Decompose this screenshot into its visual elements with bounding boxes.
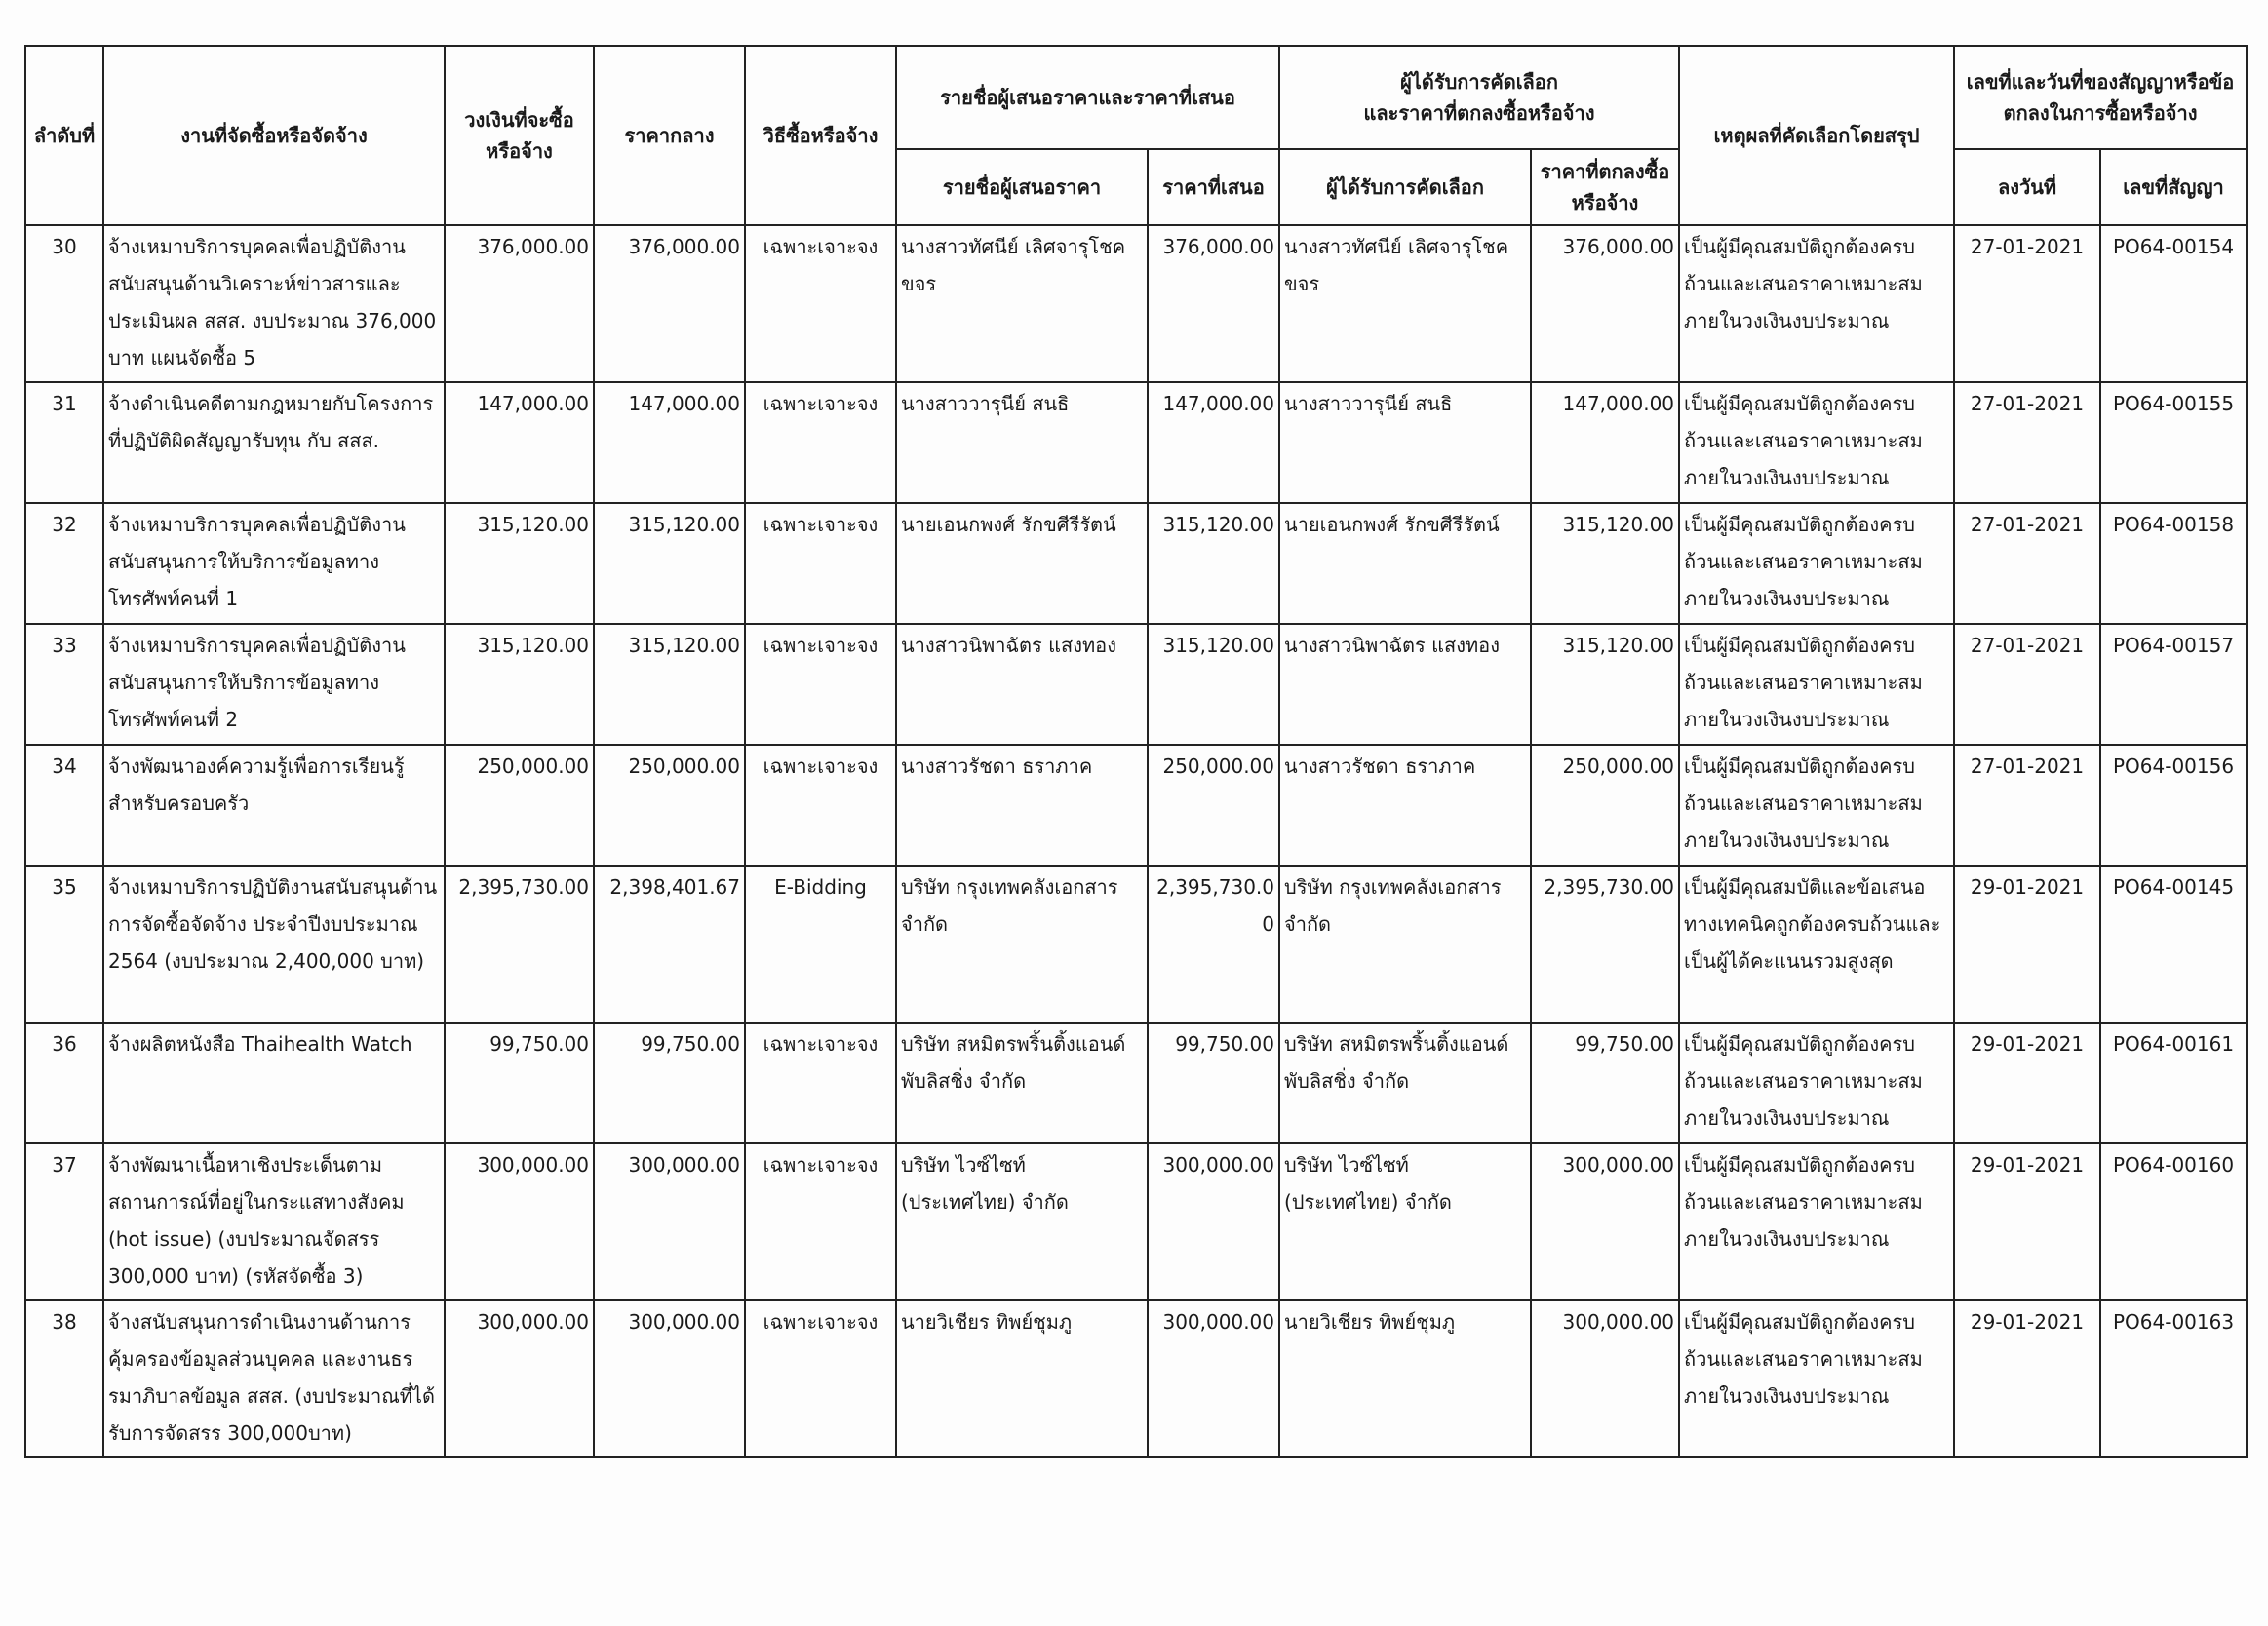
budget-cell: 315,120.00: [445, 503, 594, 624]
contract-no-cell: PO64-00163: [2100, 1300, 2247, 1457]
median-price-cell: 250,000.00: [594, 745, 745, 866]
median-price-cell: 315,120.00: [594, 503, 745, 624]
work-description: จ้างผลิตหนังสือ Thaihealth Watch: [103, 1023, 445, 1143]
agreed-price-cell: 300,000.00: [1531, 1143, 1679, 1300]
table-row: [25, 382, 2247, 503]
table-row: [25, 1300, 2247, 1457]
contract-no-cell: PO64-00145: [2100, 866, 2247, 1023]
header-selected-group-line2: และราคาที่ตกลงซื้อหรือจ้าง: [1363, 101, 1595, 125]
budget-cell: 315,120.00: [445, 624, 594, 745]
header-contract-no: เลขที่สัญญา: [2100, 149, 2247, 225]
median-price-cell: 99,750.00: [594, 1023, 745, 1143]
row-number: 33: [25, 624, 103, 745]
budget-cell: 250,000.00: [445, 745, 594, 866]
median-price-cell: 147,000.00: [594, 382, 745, 503]
table-row: [25, 866, 2247, 1023]
selected-name-cell: นางสาวรัชดา ธราภาค: [1279, 745, 1531, 866]
agreed-price-cell: 315,120.00: [1531, 624, 1679, 745]
bidder-name-cell: นายเอนกพงศ์ รักขศีรีรัตน์: [896, 503, 1148, 624]
header-bid-price: ราคาที่เสนอ: [1148, 149, 1279, 225]
median-price-cell: 300,000.00: [594, 1143, 745, 1300]
work-description: จ้างเหมาบริการบุคคลเพื่อปฏิบัติงานสนับสนุนด้านวิเคราะห์ข่าวสารและประเมินผล สสส. งบประมาณ 376,000 บาท แผนจัดซื้อ 5: [103, 225, 445, 382]
budget-cell: 2,395,730.00: [445, 866, 594, 1023]
selected-name-cell: บริษัท ไวซ์ไซท์ (ประเทศไทย) จำกัด: [1279, 1143, 1531, 1300]
agreed-price-cell: 315,120.00: [1531, 503, 1679, 624]
bidder-name-cell: นางสาวทัศนีย์ เลิศจารุโชคขจร: [896, 225, 1148, 382]
agreed-price-cell: 300,000.00: [1531, 1300, 1679, 1457]
table-row: [25, 624, 2247, 745]
row-number: 36: [25, 1023, 103, 1143]
selected-name-cell: นายวิเชียร ทิพย์ชุมภู: [1279, 1300, 1531, 1457]
method-cell: E-Bidding: [745, 866, 896, 1023]
row-number: 37: [25, 1143, 103, 1300]
table-body: [25, 225, 2247, 1457]
reason-cell: เป็นผู้มีคุณสมบัติและข้อเสนอทางเทคนิคถูกต้องครบถ้วนและเป็นผู้ได้คะแนนรวมสูงสุด: [1679, 866, 1954, 1023]
table-row: [25, 225, 2247, 382]
method-cell: เฉพาะเจาะจง: [745, 745, 896, 866]
bidder-name-cell: นางสาวรัชดา ธราภาค: [896, 745, 1148, 866]
selected-name-cell: บริษัท กรุงเทพคลังเอกสาร จำกัด: [1279, 866, 1531, 1023]
contract-no-cell: PO64-00160: [2100, 1143, 2247, 1300]
date-cell: 27-01-2021: [1954, 225, 2100, 382]
method-cell: เฉพาะเจาะจง: [745, 225, 896, 382]
median-price-cell: 300,000.00: [594, 1300, 745, 1457]
method-cell: เฉพาะเจาะจง: [745, 503, 896, 624]
contract-no-cell: PO64-00155: [2100, 382, 2247, 503]
bid-price-cell: 376,000.00: [1148, 225, 1279, 382]
table-row: [25, 1143, 2247, 1300]
procurement-table: [24, 45, 2248, 1458]
bid-price-cell: 147,000.00: [1148, 382, 1279, 503]
header-selected-name: ผู้ได้รับการคัดเลือก: [1279, 149, 1531, 225]
agreed-price-cell: 147,000.00: [1531, 382, 1679, 503]
bidder-name-cell: นางสาวนิพาฉัตร แสงทอง: [896, 624, 1148, 745]
header-bidders-group: รายชื่อผู้เสนอราคาและราคาที่เสนอ: [896, 46, 1279, 149]
date-cell: 29-01-2021: [1954, 866, 2100, 1023]
date-cell: 27-01-2021: [1954, 624, 2100, 745]
bid-price-cell: 250,000.00: [1148, 745, 1279, 866]
bidder-name-cell: บริษัท สหมิตรพริ้นติ้งแอนด์พับลิสชิ่ง จำกัด: [896, 1023, 1148, 1143]
reason-cell: เป็นผู้มีคุณสมบัติถูกต้องครบถ้วนและเสนอราคาเหมาะสมภายในวงเงินงบประมาณ: [1679, 1023, 1954, 1143]
date-cell: 29-01-2021: [1954, 1023, 2100, 1143]
method-cell: เฉพาะเจาะจง: [745, 1143, 896, 1300]
bidder-name-cell: บริษัท กรุงเทพคลังเอกสาร จำกัด: [896, 866, 1148, 1023]
median-price-cell: 315,120.00: [594, 624, 745, 745]
budget-cell: 99,750.00: [445, 1023, 594, 1143]
header-agreed-price: ราคาที่ตกลงซื้อหรือจ้าง: [1531, 149, 1679, 225]
date-cell: 27-01-2021: [1954, 382, 2100, 503]
date-cell: 27-01-2021: [1954, 503, 2100, 624]
bid-price-cell: 2,395,730.00: [1148, 866, 1279, 1023]
selected-name-cell: นางสาววารุนีย์ สนธิ: [1279, 382, 1531, 503]
bid-price-cell: 315,120.00: [1148, 503, 1279, 624]
reason-cell: เป็นผู้มีคุณสมบัติถูกต้องครบถ้วนและเสนอราคาเหมาะสมภายในวงเงินงบประมาณ: [1679, 503, 1954, 624]
bidder-name-cell: บริษัท ไวซ์ไซท์ (ประเทศไทย) จำกัด: [896, 1143, 1148, 1300]
method-cell: เฉพาะเจาะจง: [745, 1023, 896, 1143]
header-selected-group: [1279, 46, 1679, 149]
reason-cell: เป็นผู้มีคุณสมบัติถูกต้องครบถ้วนและเสนอราคาเหมาะสมภายในวงเงินงบประมาณ: [1679, 225, 1954, 382]
contract-no-cell: PO64-00158: [2100, 503, 2247, 624]
contract-no-cell: PO64-00161: [2100, 1023, 2247, 1143]
budget-cell: 300,000.00: [445, 1143, 594, 1300]
table-row: [25, 1023, 2247, 1143]
work-description: จ้างพัฒนาองค์ความรู้เพื่อการเรียนรู้สำหรับครอบครัว: [103, 745, 445, 866]
agreed-price-cell: 99,750.00: [1531, 1023, 1679, 1143]
header-budget: วงเงินที่จะซื้อหรือจ้าง: [445, 46, 594, 225]
reason-cell: เป็นผู้มีคุณสมบัติถูกต้องครบถ้วนและเสนอราคาเหมาะสมภายในวงเงินงบประมาณ: [1679, 382, 1954, 503]
header-contract-group: เลขที่และวันที่ของสัญญาหรือข้อตกลงในการซื้อหรือจ้าง: [1954, 46, 2247, 149]
selected-name-cell: บริษัท สหมิตรพริ้นติ้งแอนด์พับลิสชิ่ง จำกัด: [1279, 1023, 1531, 1143]
budget-cell: 147,000.00: [445, 382, 594, 503]
method-cell: เฉพาะเจาะจง: [745, 1300, 896, 1457]
bidder-name-cell: นางสาววารุนีย์ สนธิ: [896, 382, 1148, 503]
work-description: จ้างพัฒนาเนื้อหาเชิงประเด็นตามสถานการณ์ที่อยู่ในกระแสทางสังคม (hot issue) (งบประมาณจัดสรร 300,000 บาท) (รหัสจัดซื้อ 3): [103, 1143, 445, 1300]
date-cell: 29-01-2021: [1954, 1300, 2100, 1457]
work-description: จ้างเหมาบริการบุคคลเพื่อปฏิบัติงานสนับสนุนการให้บริการข้อมูลทางโทรศัพท์คนที่ 2: [103, 624, 445, 745]
budget-cell: 376,000.00: [445, 225, 594, 382]
header-no: ลำดับที่: [25, 46, 103, 225]
agreed-price-cell: 250,000.00: [1531, 745, 1679, 866]
reason-cell: เป็นผู้มีคุณสมบัติถูกต้องครบถ้วนและเสนอราคาเหมาะสมภายในวงเงินงบประมาณ: [1679, 1143, 1954, 1300]
bidder-name-cell: นายวิเชียร ทิพย์ชุมภู: [896, 1300, 1148, 1457]
reason-cell: เป็นผู้มีคุณสมบัติถูกต้องครบถ้วนและเสนอราคาเหมาะสมภายในวงเงินงบประมาณ: [1679, 624, 1954, 745]
header-bidder-name: รายชื่อผู้เสนอราคา: [896, 149, 1148, 225]
method-cell: เฉพาะเจาะจง: [745, 624, 896, 745]
bid-price-cell: 315,120.00: [1148, 624, 1279, 745]
row-number: 30: [25, 225, 103, 382]
header-selected-group-line1: ผู้ได้รับการคัดเลือก: [1400, 70, 1558, 94]
table-row: [25, 745, 2247, 866]
header-median-price: ราคากลาง: [594, 46, 745, 225]
contract-no-cell: PO64-00156: [2100, 745, 2247, 866]
date-cell: 29-01-2021: [1954, 1143, 2100, 1300]
contract-no-cell: PO64-00154: [2100, 225, 2247, 382]
method-cell: เฉพาะเจาะจง: [745, 382, 896, 503]
bid-price-cell: 300,000.00: [1148, 1300, 1279, 1457]
row-number: 38: [25, 1300, 103, 1457]
table-row: [25, 503, 2247, 624]
date-cell: 27-01-2021: [1954, 745, 2100, 866]
row-number: 34: [25, 745, 103, 866]
row-number: 32: [25, 503, 103, 624]
table-header: [25, 46, 2247, 225]
contract-no-cell: PO64-00157: [2100, 624, 2247, 745]
header-reason: เหตุผลที่คัดเลือกโดยสรุป: [1679, 46, 1954, 225]
row-number: 31: [25, 382, 103, 503]
work-description: จ้างเหมาบริการปฏิบัติงานสนับสนุนด้านการจัดซื้อจัดจ้าง ประจำปีงบประมาณ 2564 (งบประมาณ 2,400,000 บาท): [103, 866, 445, 1023]
bid-price-cell: 300,000.00: [1148, 1143, 1279, 1300]
bid-price-cell: 99,750.00: [1148, 1023, 1279, 1143]
selected-name-cell: นายเอนกพงศ์ รักขศีรีรัตน์: [1279, 503, 1531, 624]
agreed-price-cell: 2,395,730.00: [1531, 866, 1679, 1023]
header-date: ลงวันที่: [1954, 149, 2100, 225]
row-number: 35: [25, 866, 103, 1023]
work-description: จ้างสนับสนุนการดำเนินงานด้านการคุ้มครองข้อมูลส่วนบุคคล และงานธรรมาภิบาลข้อมูล สสส. (งบประมาณที่ได้รับการจัดสรร 300,000บาท): [103, 1300, 445, 1457]
reason-cell: เป็นผู้มีคุณสมบัติถูกต้องครบถ้วนและเสนอราคาเหมาะสมภายในวงเงินงบประมาณ: [1679, 745, 1954, 866]
work-description: จ้างดำเนินคดีตามกฎหมายกับโครงการที่ปฏิบัติผิดสัญญารับทุน กับ สสส.: [103, 382, 445, 503]
reason-cell: เป็นผู้มีคุณสมบัติถูกต้องครบถ้วนและเสนอราคาเหมาะสมภายในวงเงินงบประมาณ: [1679, 1300, 1954, 1457]
budget-cell: 300,000.00: [445, 1300, 594, 1457]
agreed-price-cell: 376,000.00: [1531, 225, 1679, 382]
selected-name-cell: นางสาวนิพาฉัตร แสงทอง: [1279, 624, 1531, 745]
median-price-cell: 376,000.00: [594, 225, 745, 382]
header-method: วิธีซื้อหรือจ้าง: [745, 46, 896, 225]
header-work: งานที่จัดซื้อหรือจัดจ้าง: [103, 46, 445, 225]
selected-name-cell: นางสาวทัศนีย์ เลิศจารุโชคขจร: [1279, 225, 1531, 382]
median-price-cell: 2,398,401.67: [594, 866, 745, 1023]
work-description: จ้างเหมาบริการบุคคลเพื่อปฏิบัติงานสนับสนุนการให้บริการข้อมูลทางโทรศัพท์คนที่ 1: [103, 503, 445, 624]
